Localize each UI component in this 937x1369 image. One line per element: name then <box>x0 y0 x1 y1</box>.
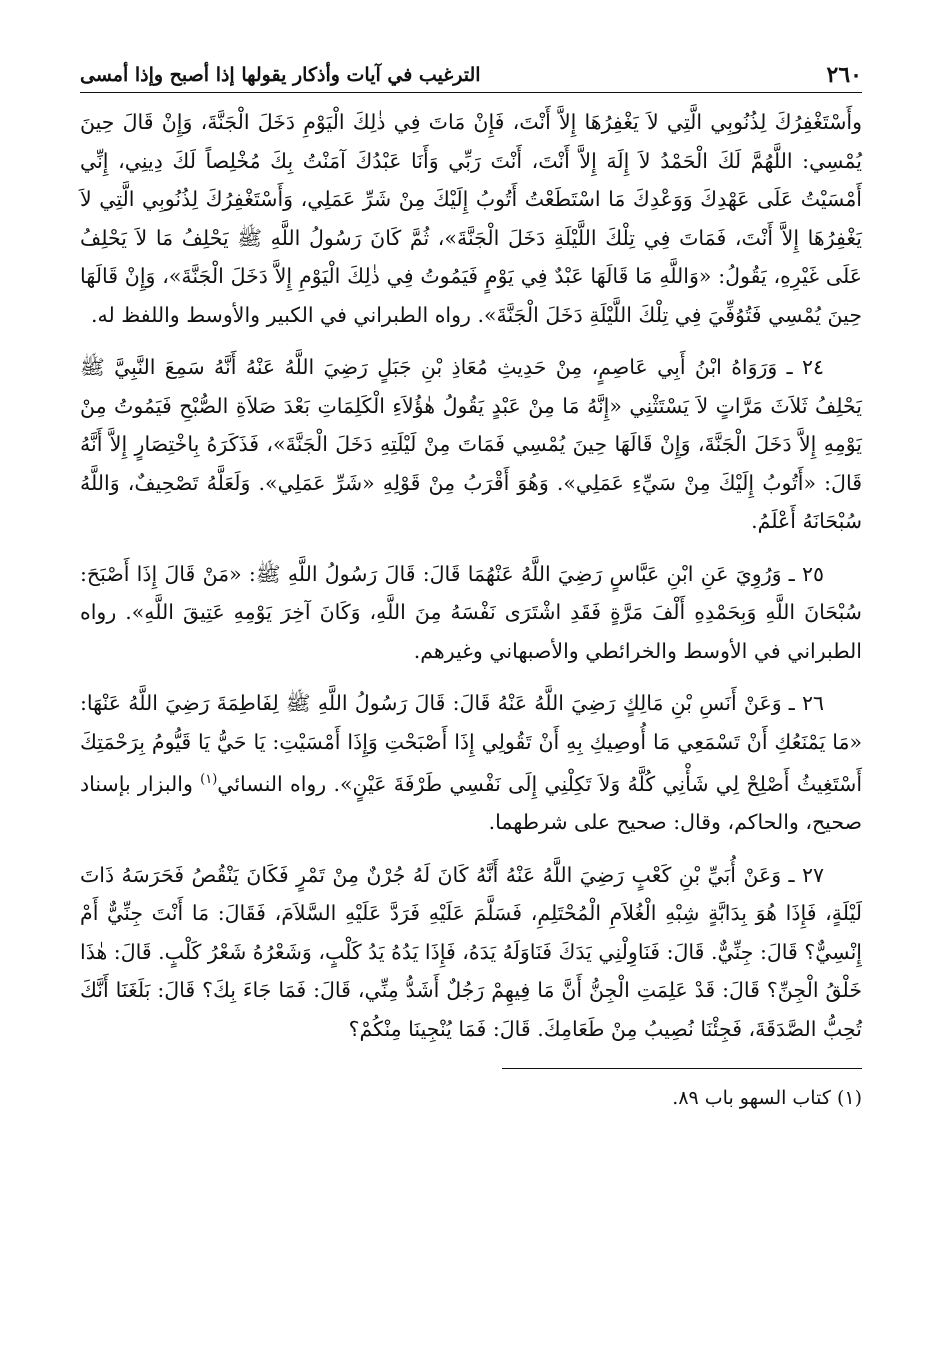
paragraph-text: ٢٧ ـ وَعَنْ أُبَيِّ بْنِ كَعْبٍ رَضِيَ اللَّهُ عَنْهُ أَنَّهُ كَانَ لَهُ جُرْنٌ مِنْ تَمْرٍ فَكَانَ يَنْقُصُ فَحَرَسَهُ ذَاتَ لَيْلَةٍ، فَإِذَا هُوَ بِدَابَّةٍ شِبْهِ الْغُلاَمِ الْمُحْتَلِمِ، فَسَلَّمَ عَلَيْهِ فَرَدَّ عَلَيْهِ السَّلاَمَ، فَقَالَ: مَا أَنْتَ جِنِّيٌّ أَمْ إِنْسِيٌّ؟ قَالَ: جِنِّيٌّ. قَالَ: فَنَاوِلْنِي يَدَكَ فَنَاوَلَهُ يَدَهُ، فَإِذَا يَدُهُ يَدُ كَلْبٍ، وَشَعْرُهُ شَعْرُ كَلْبٍ. قَالَ: هٰذَا خَلْقُ الْجِنِّ؟ قَالَ: قَدْ عَلِمَتِ الْجِنُّ أَنَّ مَا فِيهِمْ رَجُلٌ أَشَدُّ مِنِّي، قَالَ: فَمَا جَاءَ بِكَ؟ قَالَ: بَلَغَنَا أَنَّكَ تُحِبُّ الصَّدَقَةَ، فَجِئْنَا نُصِيبُ مِنْ طَعَامِكَ. قَالَ: فَمَا يُنْجِينَا مِنْكُمْ؟ <box>80 862 862 1041</box>
paragraph-hadith-24 <box>80 348 862 541</box>
paragraph-hadith-26 <box>80 684 862 842</box>
page-number: ٢٦٠ <box>826 62 862 88</box>
footnote-text: كتاب السهو باب ٨٩. <box>672 1087 831 1110</box>
paragraph-text: ٢٤ ـ وَرَوَاهُ ابْنُ أَبِي عَاصِمٍ، مِنْ حَدِيثِ مُعَاذِ بْنِ جَبَلٍ رَضِيَ اللَّهُ عَنْهُ أَنَّهُ سَمِعَ النَّبِيَّ ﷺ يَحْلِفُ ثَلاَثَ مَرَّاتٍ لاَ يَسْتَثْنِي «إِنَّهُ مَا مِنْ عَبْدٍ يَقُولُ هٰؤُلاَءِ الْكَلِمَاتِ بَعْدَ صَلاَةِ الصُّبْحِ فَيَمُوتُ مِنْ يَوْمِهِ إِلاَّ دَخَلَ الْجَنَّةَ، وَإِنْ قَالَهَا حِينَ يُمْسِي فَمَاتَ مِنْ لَيْلَتِهِ دَخَلَ الْجَنَّةَ»، فَذَكَرَهُ بِاخْتِصَارٍ إِلاَّ أَنَّهُ قَالَ: «أَتُوبُ إِلَيْكَ مِنْ سَيِّءِ عَمَلِي». وَهُوَ أَقْرَبُ مِنْ قَوْلِهِ «شَرِّ عَمَلِي». وَلَعَلَّهُ تَصْحِيفٌ، وَاللَّهُ سُبْحَانَهُ أَعْلَمُ. <box>80 355 862 533</box>
page-header <box>80 58 862 93</box>
paragraph-text: ٢٦ ـ وَعَنْ أَنَسِ بْنِ مَالِكٍ رَضِيَ اللَّهُ عَنْهُ قَالَ: قَالَ رَسُولُ اللَّهِ ﷺ لِفَاطِمَةَ رَضِيَ اللَّهُ عَنْهَا: «مَا يَمْنَعُكِ أَنْ تَسْمَعِي مَا أُوصِيكِ بِهِ أَنْ تَقُولِي إِذَا أَصْبَحْتِ وَإِذَا أَمْسَيْتِ: يَا حَيُّ يَا قَيُّومُ بِرَحْمَتِكَ أَسْتَغِيثُ أَصْلِحْ لِي شَأْنِي كُلَّهُ وَلاَ تَكِلْنِي إِلَى نَفْسِي طَرْفَةَ عَيْنٍ». رواه النسائي <box>80 691 863 796</box>
book-page <box>80 58 862 1113</box>
footnote-reference[interactable]: (١) <box>200 772 218 787</box>
paragraph-text: وأَسْتَغْفِرُكَ لِذُنُوبِي الَّتِي لاَ يَغْفِرُهَا إِلاَّ أَنْتَ، فَإِنْ مَاتَ فِي ذٰلِكَ الْيَوْمِ دَخَلَ الْجَنَّةَ، وَإِنْ قَالَ حِينَ يُمْسِي: اللَّهُمَّ لَكَ الْحَمْدُ لاَ إِلَهَ إِلاَّ أَنْتَ، أَنْتَ رَبِّي وَأَنَا عَبْدُكَ آمَنْتُ بِكَ مُخْلِصاً لَكَ دِينِي، إِنِّي أَمْسَيْتُ عَلَى عَهْدِكَ وَوَعْدِكَ مَا اسْتَطَعْتُ أَتُوبُ إِلَيْكَ مِنْ شَرِّ عَمَلِي، وَأَسْتَغْفِرُكَ لِذُنُوبِي الَّتِي لاَ يَغْفِرُهَا إِلاَّ أَنْتَ، فَمَاتَ فِي تِلْكَ اللَّيْلَةِ دَخَلَ الْجَنَّةَ»، ثُمَّ كَانَ رَسُولُ اللَّهِ ﷺ يَحْلِفُ مَا لاَ يَحْلِفُ عَلَى غَيْرِهِ، يَقُولُ: «وَاللَّهِ مَا قَالَهَا عَبْدٌ فِي يَوْمٍ فَيَمُوتُ فِي ذٰلِكَ الْيَوْمِ إِلاَّ دَخَلَ الْجَنَّةَ»، وَإِنْ قَالَهَا حِينَ يُمْسِي فَتُوُفِّيَ فِي تِلْكَ اللَّيْلَةِ دَخَلَ الْجَنَّةَ». رواه الطبراني في الكبير والأوسط واللفظ له. <box>80 110 862 327</box>
footnote <box>80 1083 862 1113</box>
footnote-marker: (١) <box>836 1087 862 1110</box>
running-title: الترغيب في آيات وأذكار يقولها إذا أصبح وإذا أمسى <box>80 64 481 86</box>
paragraph-text: ٢٥ ـ وَرُوِيَ عَنِ ابْنِ عَبَّاسٍ رَضِيَ اللَّهُ عَنْهُمَا قَالَ: قَالَ رَسُولُ اللَّهِ ﷺ: «مَنْ قَالَ إِذَا أَصْبَحَ: سُبْحَانَ اللَّهِ وَبِحَمْدِهِ أَلْفَ مَرَّةٍ فَقَدِ اشْتَرَى نَفْسَهُ مِنَ اللَّهِ، وَكَانَ آخِرَ يَوْمِهِ عَتِيقَ اللَّهِ». رواه الطبراني في الأوسط والخرائطي والأصبهاني وغيرهم. <box>80 561 862 663</box>
paragraph-text-after-footnote: والبزار بإسناد صحيح، والحاكم، وقال: صحيح على شرطهما. <box>80 771 862 835</box>
footnote-divider <box>502 1068 862 1069</box>
paragraph-continuation <box>80 103 862 334</box>
paragraph-hadith-25 <box>80 555 862 671</box>
paragraph-hadith-27 <box>80 856 862 1049</box>
